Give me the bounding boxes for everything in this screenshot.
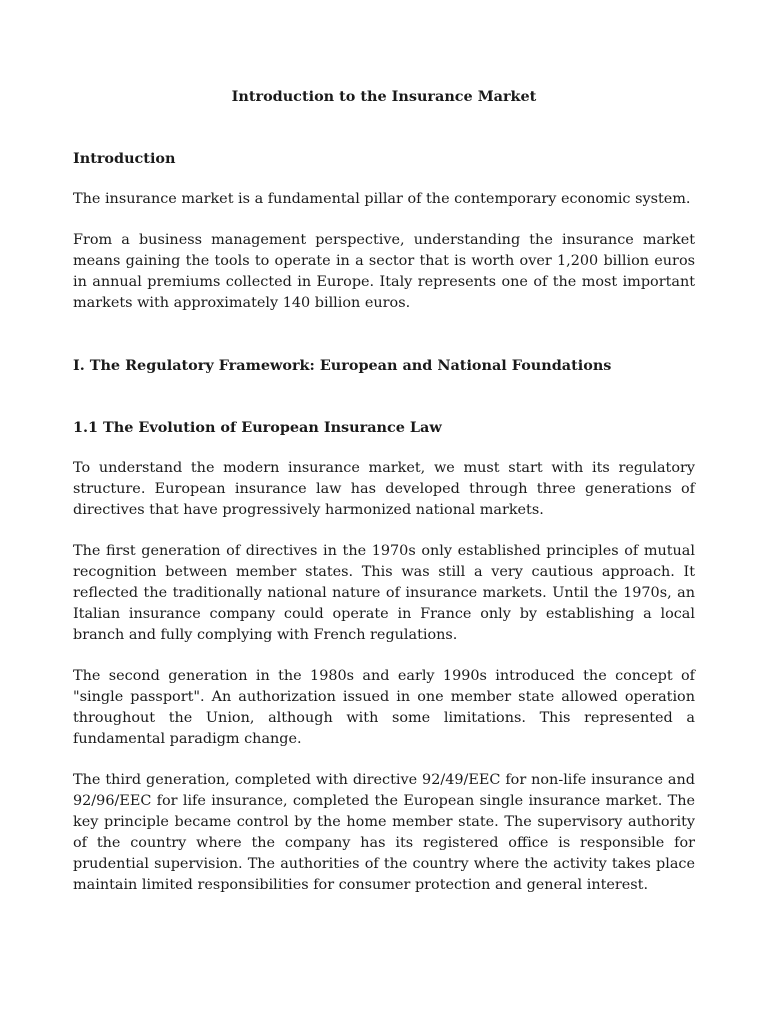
section-heading-introduction: Introduction [73, 150, 176, 167]
paragraph: To understand the modern insurance market, we must start with its regulatory structure. European insurance law has developed through three generations of directives that have progressively harmonized national markets. [73, 460, 695, 518]
paragraph: The insurance market is a fundamental pillar of the contemporary economic system. [73, 191, 691, 207]
document-body [73, 86, 695, 916]
paragraph: The third generation, completed with directive 92/49/EEC for non-life insurance and 92/96/EEC for life insurance, completed the European single insurance market. The key principle became control by the home member state. The supervisory authority of the country where the company has its registered office is responsible for prudential supervision. The authorities of the country where the activity takes place maintain limited responsibilities for consumer protection and general interest. [73, 772, 695, 893]
paragraph: From a business management perspective, understanding the insurance market means gaining the tools to operate in a sector that is worth over 1,200 billion euros in annual premiums collected in Europe. Italy represents one of the most important markets with approximately 140 billion euros. [73, 232, 695, 311]
paragraph: The second generation in the 1980s and early 1990s introduced the concept of "single passport". An authorization issued in one member state allowed operation throughout the Union, although with some limitations. This represented a fundamental paradigm change. [73, 668, 695, 747]
section-heading-regulatory-framework: I. The Regulatory Framework: European and National Foundations [73, 357, 612, 374]
document-title: Introduction to the Insurance Market [231, 88, 537, 105]
paragraph: The first generation of directives in the 1970s only established principles of mutual recognition between member states. This was still a very cautious approach. It reflected the traditionally national nature of insurance markets. Until the 1970s, an Italian insurance company could operate in France only by establishing a local branch and fully complying with French regulations. [73, 543, 695, 643]
subsection-heading-evolution-european-insurance-law: 1.1 The Evolution of European Insurance Law [73, 419, 442, 436]
